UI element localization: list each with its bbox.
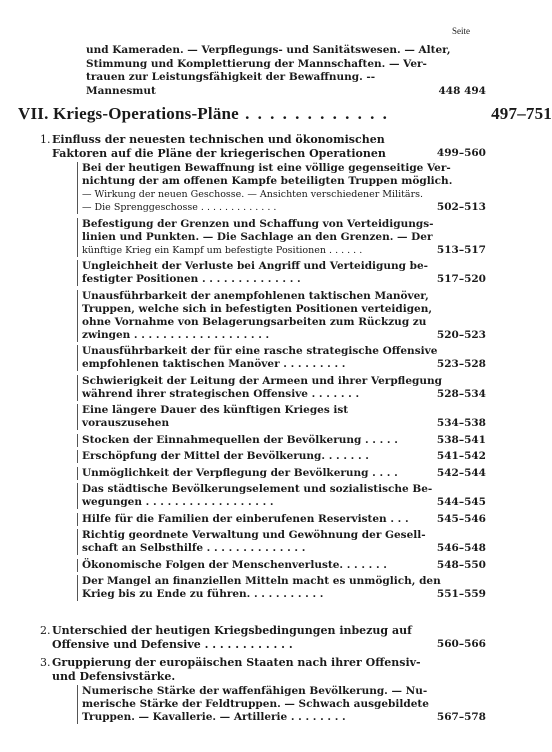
page-ref: 544–545 (436, 496, 486, 508)
sub-line: Befestigung der Grenzen und Schaffung von Verteidigungs- (82, 217, 434, 230)
subsection-entry (77, 375, 486, 401)
sub-last-line (82, 711, 486, 724)
section-number: 2. (40, 624, 51, 637)
subsection-entry (77, 290, 486, 342)
sub-last-line (82, 388, 486, 401)
sub-last-line (82, 434, 486, 447)
section-line: Offensive und Defensive . . . . . . . . . . . . (52, 637, 293, 651)
page-ref: 551–559 (436, 588, 486, 600)
sub-last-line (82, 404, 486, 430)
page-ref: 523–528 (436, 358, 486, 370)
sub-line: schaft an Selbsthilfe . . . . . . . . . . . . . . (82, 542, 306, 554)
subsection-entry (77, 260, 486, 286)
subsection-entry (77, 513, 486, 526)
page-ref: 545–546 (436, 512, 486, 525)
sub-last-line (82, 467, 486, 480)
sub-line: Erschöpfung der Mittel der Bevölkerung. . . . . . . (82, 450, 369, 462)
subsection-list (77, 162, 486, 605)
page-ref: 534–538 (436, 417, 486, 429)
sub-line: Schwierigkeit der Leitung der Armeen und ihrer Verpflegung (82, 374, 442, 387)
sub-line: Unmöglichkeit der Verpflegung der Bevölkerung . . . . (82, 466, 398, 479)
sub-note: — Wirkung der neuen Geschosse. — Ansichten verschiedener Militärs. (82, 189, 424, 200)
sub-line: Unausführbarkeit der für eine rasche strategische Offensive (82, 345, 438, 357)
sub-line: nichtung der am offenen Kampfe beteiligten Truppen möglich. (82, 175, 453, 187)
intro-line: und Kameraden. — Verpflegungs- und Sanitätswesen. — Alter, (86, 44, 451, 56)
subsection-entry (77, 685, 486, 724)
sub-line: während ihrer strategischen Offensive . . . . . . . (82, 387, 360, 400)
sub-last-line (82, 513, 486, 526)
sub-line: Ökonomische Folgen der Menschenverluste. . . . . . . (82, 558, 387, 571)
subsection-entry (77, 483, 486, 509)
sub-line: künftige Krieg ein Kampf um befestigte Positionen . . . . . . (82, 244, 363, 256)
page-ref: 448 494 (438, 84, 486, 97)
page-ref: 546–548 (436, 542, 486, 554)
page-ref: 541–542 (436, 450, 486, 462)
sub-last-line (82, 273, 486, 286)
sub-last-line (82, 329, 486, 342)
section-line: Einfluss der neuesten technischen und ökonomischen (52, 133, 385, 146)
sub-line: merische Stärke der Feldtruppen. — Schwach ausgebildete (82, 698, 429, 710)
subsection-entry (77, 467, 486, 480)
subsection-entry (77, 404, 486, 430)
page-ref: 528–534 (436, 387, 486, 400)
sub-line: festigter Positionen . . . . . . . . . . . . . . (82, 273, 301, 285)
sub-line: Stocken der Einnahmequellen der Bevölkerung . . . . . (82, 433, 398, 446)
page-ref: 567–578 (436, 711, 486, 723)
subsection-entry (77, 434, 486, 447)
section-last-line (52, 638, 486, 652)
subsection-entry (77, 345, 486, 371)
sub-line: Ungleichheit der Verluste bei Angriff und Verteidigung be- (82, 260, 429, 272)
sub-line: Bei der heutigen Bewaffnung ist eine völlige gegenseitige Ver- (82, 162, 451, 174)
intro-last-line (86, 71, 486, 98)
section-number: 1. (40, 133, 51, 146)
sub-last-line (82, 358, 486, 371)
sub-last-line (82, 450, 486, 463)
sub-line: ohne Vornahme von Belagerungsarbeiten zum Rückzug zu (82, 315, 427, 328)
chapter-title: VII. Kriegs-Operations-Pläne (18, 104, 239, 123)
subsection-entry (77, 450, 486, 463)
page-ref: 502–513 (436, 201, 486, 213)
subsection-list (77, 685, 486, 728)
sub-line: zwingen . . . . . . . . . . . . . . . . . . . (82, 328, 270, 341)
chapter-heading (18, 104, 552, 124)
page-ref: 499–560 (436, 146, 486, 159)
sub-last-line (82, 559, 486, 572)
sub-line: empfohlenen taktischen Manöver . . . . . . . . . (82, 358, 346, 370)
sub-line: Krieg bis zu Ende zu führen. . . . . . . . . . . (82, 588, 324, 600)
page-ref: 538–541 (436, 433, 486, 446)
section-entry (40, 656, 486, 683)
intro-line: trauen zur Leistungsfähigkeit der Bewaffnung. -- Mannesmut (86, 71, 376, 97)
section-line: und Defensivstärke. (52, 669, 176, 683)
sub-line: Der Mangel an finanziellen Mitteln macht es unmöglich, den (82, 575, 441, 587)
section-line: Unterschied der heutigen Kriegsbedingungen inbezug auf (52, 624, 412, 637)
subsection-entry (77, 162, 486, 214)
sub-line: — Die Sprenggeschosse . . . . . . . . . . . . . (82, 202, 277, 213)
page-ref: 513–517 (436, 243, 486, 256)
leader-dots: . . . . . . . . . . . . (238, 104, 389, 123)
sub-line: Hilfe für die Familien der einberufenen Reservisten . . . (82, 512, 409, 525)
section-entry (40, 624, 486, 651)
sub-line: Richtig geordnete Verwaltung und Gewöhnung der Gesell- (82, 529, 426, 541)
page-ref: 497–751 (491, 104, 552, 123)
sub-last-line (82, 588, 486, 601)
sub-line: linien und Punkten. — Die Sachlage an den Grenzen. — Der (82, 230, 433, 243)
page-ref: 542–544 (436, 466, 486, 479)
section-entry (40, 133, 486, 160)
sub-line: Das städtische Bevölkerungselement und sozialistische Be- (82, 483, 433, 495)
subsection-entry (77, 218, 486, 257)
page-ref: 560–566 (436, 637, 486, 650)
section-number: 3. (40, 656, 51, 669)
sub-last-line (82, 542, 486, 555)
subsection-entry (77, 559, 486, 572)
sub-last-line (82, 244, 486, 257)
page-column-header: Seite (452, 26, 470, 36)
subsection-entry (77, 529, 486, 555)
sub-line: Truppen, welche sich in befestigten Positionen verteidigen, (82, 302, 433, 315)
intro-line: Stimmung und Komplettierung der Mannschaften. — Ver- (86, 57, 427, 70)
sub-line: Truppen. — Kavallerie. — Artillerie . . . . . . . . (82, 711, 346, 723)
sub-line: Unausführbarkeit der anempfohlenen taktischen Manöver, (82, 289, 429, 302)
section-last-line (52, 147, 486, 161)
section-line: Gruppierung der europäischen Staaten nach ihrer Offensiv- (52, 656, 421, 669)
sub-line: wegungen . . . . . . . . . . . . . . . . . . (82, 496, 274, 508)
sub-line: Numerische Stärke der waffenfähigen Bevölkerung. — Nu- (82, 685, 428, 697)
section-line: Faktoren auf die Pläne der kriegerischen Operationen (52, 146, 386, 160)
sub-last-line (82, 201, 486, 214)
sub-last-line (82, 496, 486, 509)
intro-entry (86, 44, 486, 98)
page-ref: 520–523 (436, 328, 486, 341)
page-ref: 548–550 (436, 558, 486, 571)
sub-line: Eine längere Dauer des künftigen Krieges ist vorauszusehen (82, 404, 349, 429)
subsection-entry (77, 575, 486, 601)
page-ref: 517–520 (436, 273, 486, 285)
